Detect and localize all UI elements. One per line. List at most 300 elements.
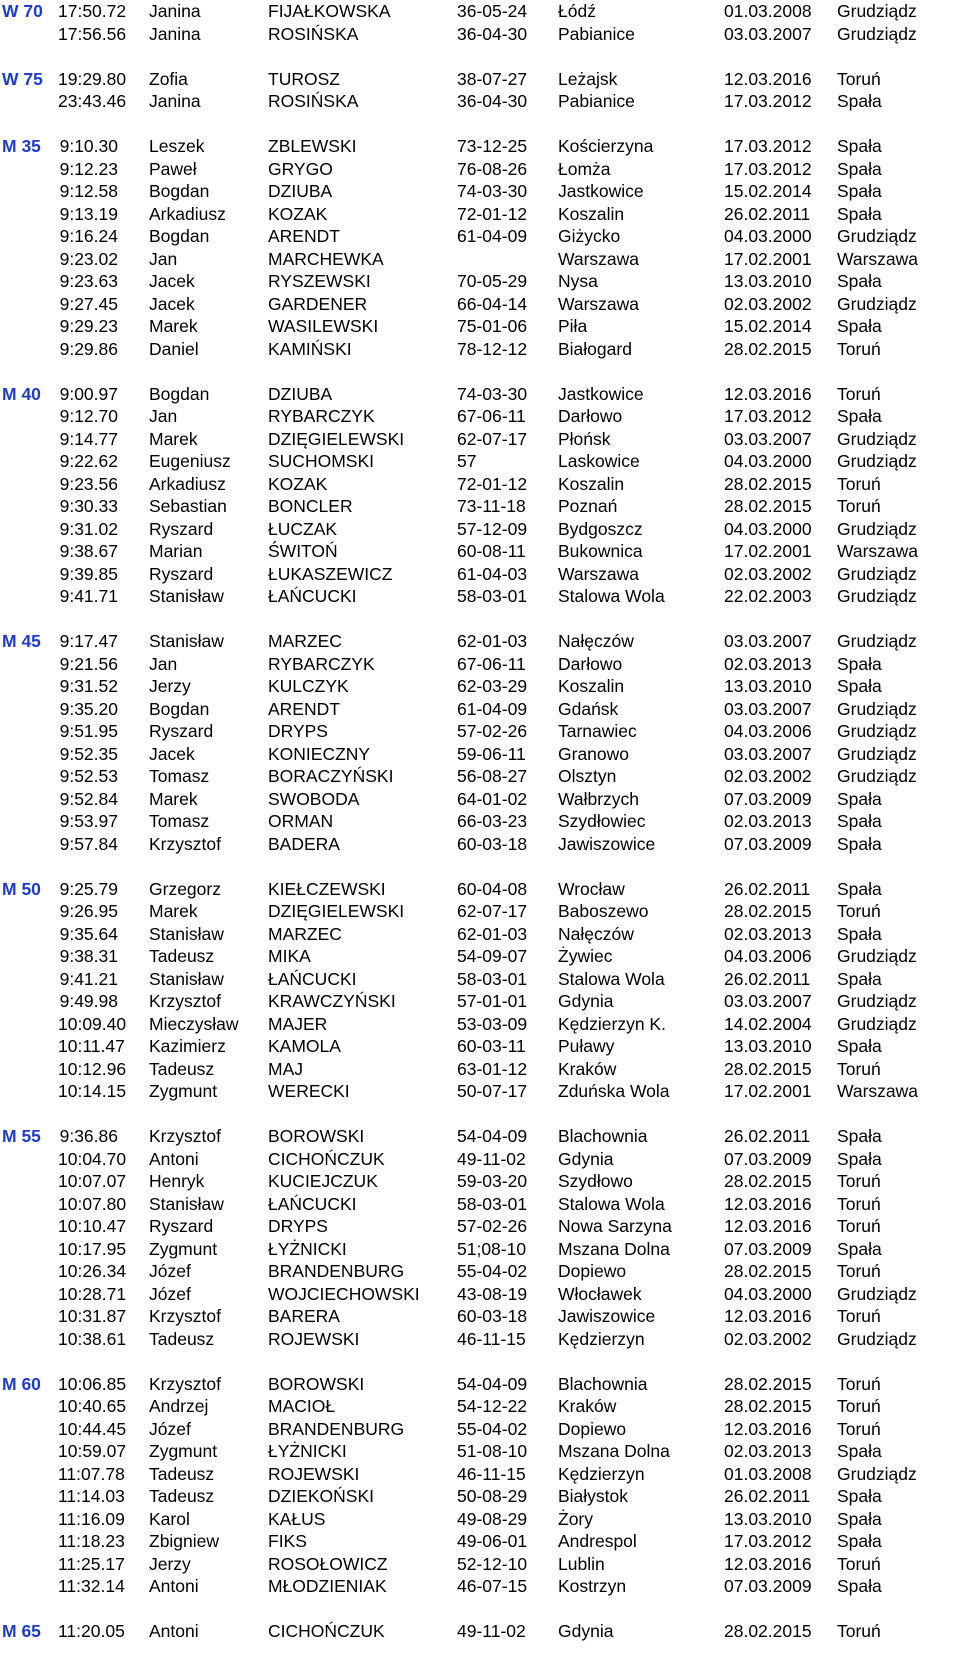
home-town: Warszawa bbox=[558, 293, 640, 314]
last-name: BARERA bbox=[268, 1306, 340, 1326]
record-venue: Grudziądz bbox=[837, 1013, 917, 1034]
birth-date: 54-04-09 bbox=[457, 1126, 528, 1146]
record-venue: Grudziądz bbox=[837, 946, 917, 966]
last-name: MŁODZIENIAK bbox=[268, 1576, 387, 1596]
birth-date: 38-07-27 bbox=[457, 68, 528, 89]
record-date: 12.03.2016 bbox=[724, 1193, 812, 1214]
first-name: Tadeusz bbox=[149, 1328, 215, 1349]
result-time: 9:12.23 bbox=[59, 158, 118, 179]
birth-date: 55-04-02 bbox=[457, 1261, 528, 1281]
category-label bbox=[2, 540, 58, 563]
first-name: Zygmunt bbox=[149, 1238, 218, 1259]
category-label bbox=[2, 518, 58, 541]
record-date: 17.03.2012 bbox=[724, 136, 812, 156]
category-label bbox=[2, 1080, 58, 1103]
result-time: 11:14.03 bbox=[58, 1486, 125, 1506]
home-town: Nowa Sarzyna bbox=[558, 1216, 672, 1236]
first-name: Leszek bbox=[149, 136, 205, 156]
record-row bbox=[2, 225, 958, 248]
birth-date: 60-03-18 bbox=[457, 833, 528, 854]
record-date: 15.02.2014 bbox=[724, 181, 812, 201]
record-row bbox=[2, 743, 958, 766]
record-row bbox=[2, 405, 958, 428]
result-time: 10:31.87 bbox=[58, 1306, 127, 1326]
record-venue: Spała bbox=[837, 1441, 882, 1461]
category-group bbox=[2, 68, 958, 113]
category-label bbox=[2, 653, 58, 676]
record-venue: Grudziądz bbox=[837, 563, 917, 584]
birth-date: 60-03-11 bbox=[457, 1036, 526, 1056]
record-row bbox=[2, 270, 958, 293]
home-town: Warszawa bbox=[558, 248, 640, 269]
category-label bbox=[2, 743, 58, 766]
first-name: Tadeusz bbox=[149, 1486, 215, 1506]
home-town: Szydłowiec bbox=[558, 811, 646, 831]
birth-date: 62-07-17 bbox=[457, 428, 528, 449]
first-name: Józef bbox=[149, 1261, 191, 1281]
result-time: 9:52.35 bbox=[59, 743, 118, 764]
record-date: 26.02.2011 bbox=[724, 968, 811, 989]
record-row bbox=[2, 1148, 958, 1171]
last-name: ŚWITOŃ bbox=[268, 541, 338, 561]
record-venue: Grudziądz bbox=[837, 428, 917, 449]
birth-date: 62-03-29 bbox=[457, 676, 528, 696]
record-row bbox=[2, 293, 958, 316]
record-date: 13.03.2010 bbox=[724, 1036, 812, 1056]
result-time: 9:52.53 bbox=[59, 766, 118, 786]
record-date: 26.02.2011 bbox=[724, 1486, 811, 1506]
birth-date: 60-08-11 bbox=[457, 541, 526, 561]
home-town: Puławy bbox=[558, 1036, 615, 1056]
home-town: Żory bbox=[558, 1508, 593, 1529]
record-venue: Grudziądz bbox=[837, 226, 917, 246]
category-label bbox=[2, 788, 58, 811]
record-date: 01.03.2008 bbox=[724, 1, 812, 21]
record-date: 17.02.2001 bbox=[724, 1081, 812, 1101]
result-time: 9:22.62 bbox=[59, 451, 118, 471]
result-time: 10:28.71 bbox=[58, 1283, 127, 1304]
category-label bbox=[2, 923, 58, 946]
record-row bbox=[2, 1080, 958, 1103]
home-town: Lublin bbox=[558, 1553, 605, 1574]
category-label bbox=[2, 968, 58, 991]
first-name: Mieczysław bbox=[149, 1013, 239, 1034]
first-name: Krzysztof bbox=[149, 991, 221, 1011]
birth-date: 57-12-09 bbox=[457, 518, 528, 539]
birth-date: 62-07-17 bbox=[457, 901, 528, 921]
home-town: Dopiewo bbox=[558, 1261, 627, 1281]
last-name: KRAWCZYŃSKI bbox=[268, 991, 396, 1011]
record-row bbox=[2, 473, 958, 496]
record-row bbox=[2, 585, 958, 608]
category-label bbox=[2, 225, 58, 248]
record-venue: Toruń bbox=[837, 1373, 881, 1394]
result-time: 11:16.09 bbox=[58, 1508, 125, 1529]
record-date: 26.02.2011 bbox=[724, 203, 811, 224]
category-label bbox=[2, 585, 58, 608]
record-row bbox=[2, 428, 958, 451]
home-town: Nysa bbox=[558, 271, 598, 291]
result-time: 9:41.21 bbox=[59, 968, 118, 989]
record-venue: Spała bbox=[837, 833, 882, 854]
category-label bbox=[2, 1575, 58, 1598]
record-venue: Spała bbox=[837, 923, 882, 944]
result-time: 9:35.20 bbox=[59, 698, 118, 719]
record-row bbox=[2, 698, 958, 721]
category-label bbox=[2, 563, 58, 586]
first-name: Jan bbox=[149, 248, 178, 269]
record-venue: Toruń bbox=[837, 1306, 881, 1326]
home-town: Darłowo bbox=[558, 653, 623, 674]
record-venue: Toruń bbox=[837, 338, 881, 359]
result-time: 11:07.78 bbox=[58, 1463, 125, 1484]
record-venue: Spała bbox=[837, 878, 882, 899]
last-name: WOJCIECHOWSKI bbox=[268, 1283, 420, 1304]
home-town: Kędzierzyn K. bbox=[558, 1013, 666, 1034]
record-row bbox=[2, 158, 958, 181]
birth-date: 73-11-18 bbox=[457, 496, 526, 516]
category-label bbox=[2, 945, 58, 968]
birth-date: 67-06-11 bbox=[457, 406, 526, 426]
last-name: ORMAN bbox=[268, 811, 334, 831]
category-label bbox=[2, 1418, 58, 1441]
category-label bbox=[2, 180, 58, 203]
record-row bbox=[2, 1530, 958, 1553]
category-label bbox=[2, 1530, 58, 1553]
record-venue: Toruń bbox=[837, 1216, 881, 1236]
record-row bbox=[2, 788, 958, 811]
record-date: 07.03.2009 bbox=[724, 1576, 812, 1596]
record-row bbox=[2, 630, 958, 653]
result-time: 9:49.98 bbox=[59, 991, 118, 1011]
result-time: 11:32.14 bbox=[58, 1576, 125, 1596]
record-date: 07.03.2009 bbox=[724, 833, 812, 854]
last-name: DZIUBA bbox=[268, 181, 333, 201]
record-row bbox=[2, 1170, 958, 1193]
home-town: Warszawa bbox=[558, 563, 640, 584]
birth-date: 49-06-01 bbox=[457, 1531, 528, 1551]
category-label bbox=[2, 338, 58, 361]
record-row bbox=[2, 1620, 958, 1643]
last-name: BONCLER bbox=[268, 496, 353, 516]
home-town: Mszana Dolna bbox=[558, 1441, 670, 1461]
first-name: Krzysztof bbox=[149, 1306, 221, 1326]
category-label bbox=[2, 833, 58, 856]
last-name: WERECKI bbox=[268, 1081, 350, 1101]
category-group bbox=[2, 1125, 958, 1350]
record-date: 13.03.2010 bbox=[724, 676, 812, 696]
result-time: 9:12.70 bbox=[59, 406, 118, 426]
home-town: Blachownia bbox=[558, 1373, 648, 1394]
result-time: 10:07.80 bbox=[58, 1193, 127, 1214]
result-time: 9:23.63 bbox=[59, 271, 118, 291]
record-date: 01.03.2008 bbox=[724, 1463, 812, 1484]
record-date: 04.03.2000 bbox=[724, 451, 812, 471]
result-time: 9:51.95 bbox=[59, 721, 118, 741]
birth-date: 36-04-30 bbox=[457, 91, 528, 111]
result-time: 10:40.65 bbox=[58, 1396, 127, 1416]
category-label bbox=[2, 270, 58, 293]
record-venue: Toruń bbox=[837, 1193, 881, 1214]
birth-date: 54-09-07 bbox=[457, 946, 528, 966]
first-name: Arkadiusz bbox=[149, 473, 226, 494]
first-name: Stanisław bbox=[149, 1193, 224, 1214]
category-label bbox=[2, 405, 58, 428]
result-time: 9:29.23 bbox=[59, 316, 118, 336]
birth-date: 64-01-02 bbox=[457, 788, 528, 809]
first-name: Jerzy bbox=[149, 1553, 191, 1574]
category-label: M 40 bbox=[2, 383, 41, 404]
category-group bbox=[2, 0, 958, 45]
record-venue: Grudziądz bbox=[837, 1463, 917, 1484]
record-date: 04.03.2006 bbox=[724, 946, 812, 966]
record-date: 17.02.2001 bbox=[724, 248, 812, 269]
record-row bbox=[2, 135, 958, 158]
last-name: ŁAŃCUCKI bbox=[268, 586, 357, 606]
birth-date: 73-12-25 bbox=[457, 136, 528, 156]
first-name: Zygmunt bbox=[149, 1441, 218, 1461]
last-name: DZIĘGIELEWSKI bbox=[268, 901, 405, 921]
record-date: 13.03.2010 bbox=[724, 271, 812, 291]
result-time: 23:43.46 bbox=[58, 91, 127, 111]
record-venue: Grudziądz bbox=[837, 451, 917, 471]
record-venue: Grudziądz bbox=[837, 1328, 917, 1349]
birth-date: 60-03-18 bbox=[457, 1306, 528, 1326]
last-name: ROJEWSKI bbox=[268, 1463, 360, 1484]
record-venue: Toruń bbox=[837, 383, 881, 404]
record-row bbox=[2, 180, 958, 203]
record-row bbox=[2, 518, 958, 541]
category-label bbox=[2, 1485, 58, 1508]
last-name: DZIĘGIELEWSKI bbox=[268, 428, 405, 449]
first-name: Janina bbox=[149, 23, 201, 44]
record-date: 12.03.2016 bbox=[724, 1306, 812, 1326]
record-venue: Spała bbox=[837, 316, 882, 336]
last-name: DZIUBA bbox=[268, 383, 333, 404]
last-name: SUCHOMSKI bbox=[268, 451, 374, 471]
first-name: Tadeusz bbox=[149, 1463, 215, 1484]
birth-date: 43-08-19 bbox=[457, 1283, 528, 1304]
result-time: 9:30.33 bbox=[59, 496, 118, 516]
birth-date: 61-04-03 bbox=[457, 563, 528, 584]
record-date: 15.02.2014 bbox=[724, 316, 812, 336]
record-date: 28.02.2015 bbox=[724, 901, 812, 921]
first-name: Jacek bbox=[149, 743, 195, 764]
record-date: 02.03.2013 bbox=[724, 923, 812, 944]
category-label bbox=[2, 1238, 58, 1261]
record-date: 07.03.2009 bbox=[724, 1238, 812, 1259]
record-date: 28.02.2015 bbox=[724, 1261, 812, 1281]
result-time: 9:38.67 bbox=[59, 541, 118, 561]
result-time: 9:25.79 bbox=[59, 878, 118, 899]
result-time: 17:56.56 bbox=[58, 23, 127, 44]
category-label bbox=[2, 675, 58, 698]
first-name: Antoni bbox=[149, 1576, 199, 1596]
last-name: TUROSZ bbox=[268, 68, 340, 89]
last-name: DZIEKOŃSKI bbox=[268, 1486, 374, 1506]
record-row bbox=[2, 878, 958, 901]
home-town: Tarnawiec bbox=[558, 721, 637, 741]
result-time: 9:23.56 bbox=[59, 473, 118, 494]
record-row bbox=[2, 1035, 958, 1058]
first-name: Ryszard bbox=[149, 721, 214, 741]
result-time: 9:10.30 bbox=[59, 136, 118, 156]
category-label bbox=[2, 1170, 58, 1193]
record-row bbox=[2, 495, 958, 518]
category-label bbox=[2, 248, 58, 271]
category-label bbox=[2, 315, 58, 338]
category-label bbox=[2, 1215, 58, 1238]
result-time: 9:35.64 bbox=[59, 923, 118, 944]
result-time: 10:38.61 bbox=[58, 1328, 127, 1349]
birth-date: 58-03-01 bbox=[457, 586, 528, 606]
record-venue: Grudziądz bbox=[837, 23, 917, 44]
record-date: 28.02.2015 bbox=[724, 496, 812, 516]
birth-date: 75-01-06 bbox=[457, 316, 528, 336]
record-date: 28.02.2015 bbox=[724, 1396, 812, 1416]
record-row bbox=[2, 1260, 958, 1283]
record-date: 04.03.2000 bbox=[724, 1283, 812, 1304]
last-name: ROSOŁOWICZ bbox=[268, 1553, 388, 1574]
birth-date: 49-11-02 bbox=[457, 1148, 526, 1169]
home-town: Jawiszowice bbox=[558, 833, 656, 854]
category-label bbox=[2, 1193, 58, 1216]
record-venue: Spała bbox=[837, 1148, 882, 1169]
category-label: M 50 bbox=[2, 878, 41, 899]
home-town: Stalowa Wola bbox=[558, 586, 665, 606]
record-row bbox=[2, 23, 958, 46]
category-label bbox=[2, 203, 58, 226]
category-group bbox=[2, 383, 958, 608]
result-time: 10:17.95 bbox=[58, 1238, 127, 1259]
first-name: Paweł bbox=[149, 158, 197, 179]
first-name: Ryszard bbox=[149, 518, 214, 539]
home-town: Białystok bbox=[558, 1486, 629, 1506]
home-town: Szydłowo bbox=[558, 1171, 633, 1191]
category-label bbox=[2, 158, 58, 181]
last-name: RYBARCZYK bbox=[268, 406, 375, 426]
result-time: 9:12.58 bbox=[59, 181, 118, 201]
birth-date: 52-12-10 bbox=[457, 1553, 528, 1574]
record-date: 03.03.2007 bbox=[724, 991, 812, 1011]
home-town: Stalowa Wola bbox=[558, 968, 665, 989]
first-name: Antoni bbox=[149, 1148, 199, 1169]
record-venue: Spała bbox=[837, 676, 882, 696]
record-row bbox=[2, 720, 958, 743]
record-date: 12.03.2016 bbox=[724, 68, 812, 89]
result-time: 10:04.70 bbox=[58, 1148, 127, 1169]
birth-date: 66-04-14 bbox=[457, 293, 528, 314]
result-time: 10:12.96 bbox=[58, 1058, 127, 1079]
record-row bbox=[2, 653, 958, 676]
home-town: Laskowice bbox=[558, 451, 640, 471]
record-venue: Spała bbox=[837, 271, 882, 291]
first-name: Stanisław bbox=[149, 631, 224, 651]
first-name: Eugeniusz bbox=[149, 451, 231, 471]
category-group bbox=[2, 1620, 958, 1643]
result-time: 9:31.02 bbox=[59, 518, 118, 539]
birth-date: 67-06-11 bbox=[457, 653, 526, 674]
last-name: MAJ bbox=[268, 1058, 303, 1079]
first-name: Stanisław bbox=[149, 923, 224, 944]
last-name: BRANDENBURG bbox=[268, 1261, 405, 1281]
record-date: 12.03.2016 bbox=[724, 1418, 812, 1439]
birth-date: 49-11-02 bbox=[457, 1621, 526, 1641]
first-name: Bogdan bbox=[149, 181, 210, 201]
record-venue: Toruń bbox=[837, 1418, 881, 1439]
last-name: RYBARCZYK bbox=[268, 653, 375, 674]
home-town: Gdynia bbox=[558, 991, 614, 1011]
last-name: ARENDT bbox=[268, 226, 340, 246]
birth-date: 72-01-12 bbox=[457, 473, 528, 494]
last-name: CICHOŃCZUK bbox=[268, 1148, 385, 1169]
birth-date: 54-04-09 bbox=[457, 1373, 528, 1394]
result-time: 9:36.86 bbox=[59, 1126, 118, 1146]
birth-date: 53-03-09 bbox=[457, 1013, 528, 1034]
record-row bbox=[2, 1058, 958, 1081]
home-town: Granowo bbox=[558, 743, 630, 764]
category-label bbox=[2, 810, 58, 833]
first-name: Marek bbox=[149, 901, 198, 921]
result-time: 11:25.17 bbox=[58, 1553, 125, 1574]
category-label bbox=[2, 720, 58, 743]
birth-date: 46-11-15 bbox=[457, 1463, 526, 1484]
record-date: 12.03.2016 bbox=[724, 383, 812, 404]
result-time: 19:29.80 bbox=[58, 68, 127, 89]
last-name: ŁUCZAK bbox=[268, 518, 338, 539]
first-name: Zofia bbox=[149, 68, 188, 89]
result-time: 9:52.84 bbox=[59, 788, 118, 809]
home-town: Kędzierzyn bbox=[558, 1328, 645, 1349]
first-name: Stanisław bbox=[149, 968, 224, 989]
record-row bbox=[2, 1013, 958, 1036]
record-row bbox=[2, 1575, 958, 1598]
birth-date: 72-01-12 bbox=[457, 203, 528, 224]
last-name: ŁAŃCUCKI bbox=[268, 968, 357, 989]
first-name: Krzysztof bbox=[149, 1126, 221, 1146]
result-time: 9:13.19 bbox=[59, 203, 118, 224]
birth-date: 46-11-15 bbox=[457, 1328, 526, 1349]
record-row bbox=[2, 1418, 958, 1441]
record-venue: Spała bbox=[837, 158, 882, 179]
home-town: Baboszewo bbox=[558, 901, 649, 921]
record-date: 03.03.2007 bbox=[724, 631, 812, 651]
category-label bbox=[2, 473, 58, 496]
record-row bbox=[2, 968, 958, 991]
record-venue: Spała bbox=[837, 1486, 882, 1506]
category-label: M 65 bbox=[2, 1621, 41, 1641]
birth-date: 62-01-03 bbox=[457, 631, 528, 651]
record-venue: Grudziądz bbox=[837, 1, 917, 21]
record-row bbox=[2, 1395, 958, 1418]
record-row bbox=[2, 1508, 958, 1531]
record-row bbox=[2, 315, 958, 338]
birth-date bbox=[457, 248, 558, 271]
records-table bbox=[2, 0, 958, 1665]
first-name: Stanisław bbox=[149, 586, 224, 606]
last-name: ŁAŃCUCKI bbox=[268, 1193, 357, 1214]
result-time: 9:16.24 bbox=[59, 226, 118, 246]
record-venue: Toruń bbox=[837, 1261, 881, 1281]
last-name: KULCZYK bbox=[268, 676, 349, 696]
record-row bbox=[2, 450, 958, 473]
home-town: Koszalin bbox=[558, 473, 625, 494]
category-label bbox=[2, 23, 58, 46]
birth-date: 74-03-30 bbox=[457, 383, 528, 404]
home-town: Blachownia bbox=[558, 1126, 648, 1146]
birth-date: 54-12-22 bbox=[457, 1396, 528, 1416]
record-date: 12.03.2016 bbox=[724, 1216, 812, 1236]
